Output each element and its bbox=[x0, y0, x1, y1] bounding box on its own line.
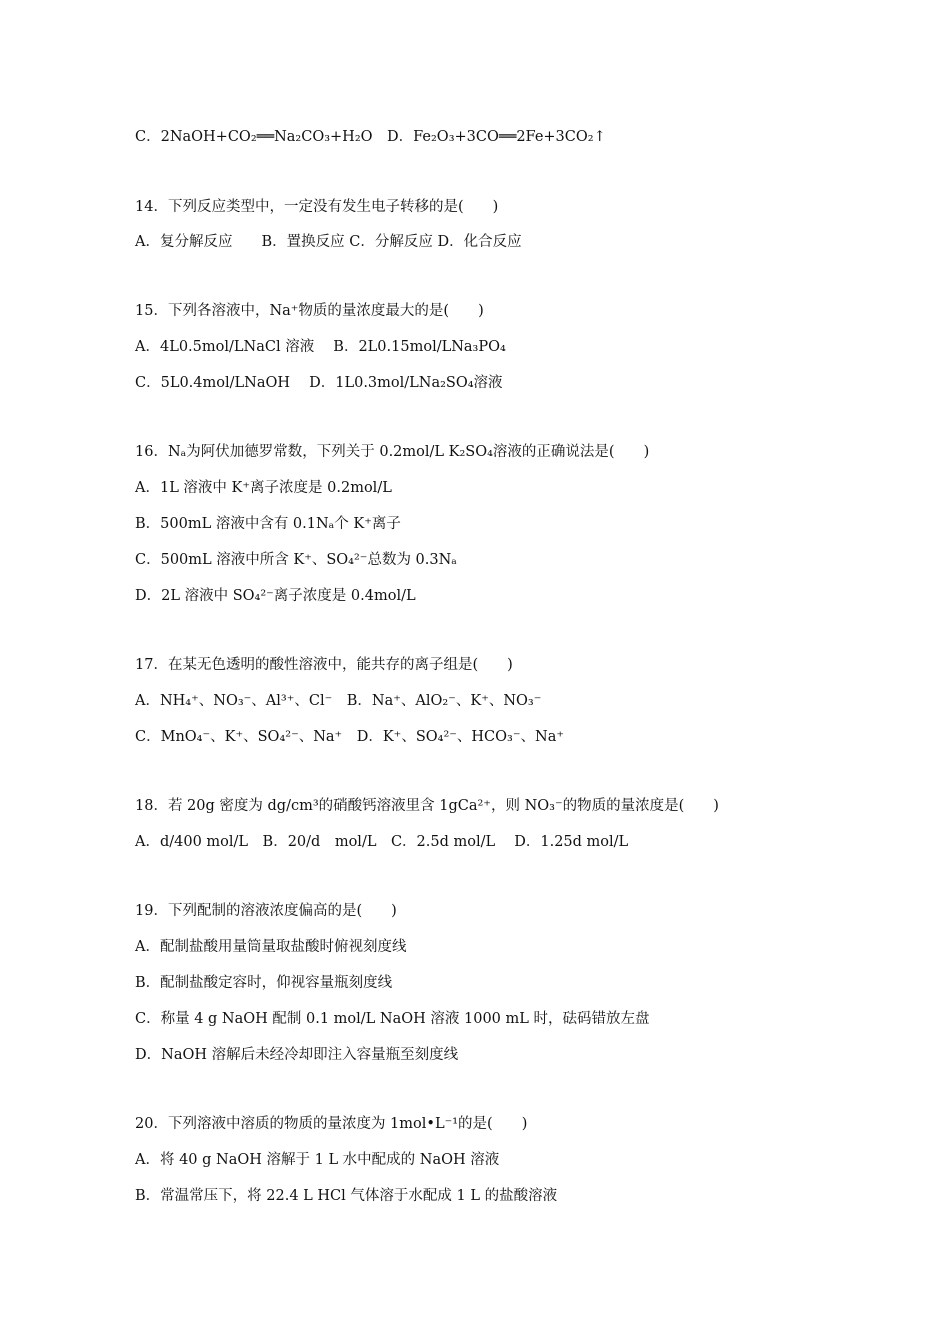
q19-question: 19．下列配制的溶液浓度偏高的是( ) bbox=[135, 903, 397, 919]
q15-options-cd: C．5L0.4mol/LNaOH D．1L0.3mol/LNa₂SO₄溶液 bbox=[135, 375, 503, 391]
q20-option-b: B．常温常压下，将 22.4 L HCl 气体溶于水配成 1 L 的盐酸溶液 bbox=[135, 1188, 558, 1204]
q16-option-a: A．1L 溶液中 K⁺离子浓度是 0.2mol/L bbox=[135, 480, 392, 496]
q15-question: 15．下列各溶液中，Na⁺物质的量浓度最大的是( ) bbox=[135, 303, 484, 319]
q19-option-c: C．称量 4 g NaOH 配制 0.1 mol/L NaOH 溶液 1000 mL 时，砝码错放左盘 bbox=[135, 1011, 650, 1027]
q18-options: A．d/400 mol/L B．20/d mol/L C．2.5d mol/L D．1.25d mol/L bbox=[135, 834, 629, 850]
q19-option-a: A．配制盐酸用量筒量取盐酸时俯视刻度线 bbox=[135, 939, 407, 955]
q17-options-ab: A．NH₄⁺、NO₃⁻、Al³⁺、Cl⁻ B．Na⁺、AlO₂⁻、K⁺、NO₃⁻ bbox=[135, 693, 542, 709]
q16-question: 16．Nₐ为阿伏加德罗常数，下列关于 0.2mol/L K₂SO₄溶液的正确说法是( ) bbox=[135, 444, 650, 460]
q19-option-d: D．NaOH 溶解后未经冷却即注入容量瓶至刻度线 bbox=[135, 1047, 459, 1063]
q16-option-b: B．500mL 溶液中含有 0.1Nₐ个 K⁺离子 bbox=[135, 516, 401, 532]
q17-options-cd: C．MnO₄⁻、K⁺、SO₄²⁻、Na⁺ D．K⁺、SO₄²⁻、HCO₃⁻、Na⁺ bbox=[135, 729, 564, 745]
q16-option-d: D．2L 溶液中 SO₄²⁻离子浓度是 0.4mol/L bbox=[135, 588, 416, 604]
q18-question: 18．若 20g 密度为 dg/cm³的硝酸钙溶液里含 1gCa²⁺，则 NO₃⁻的物质的量浓度是( ) bbox=[135, 798, 719, 814]
q19-option-b: B．配制盐酸定容时，仰视容量瓶刻度线 bbox=[135, 975, 393, 991]
q14-question: 14．下列反应类型中，一定没有发生电子转移的是( ) bbox=[135, 199, 499, 215]
q15-options-ab: A．4L0.5mol/LNaCl 溶液 B．2L0.15mol/LNa₃PO₄ bbox=[135, 339, 506, 355]
q14-options: A．复分解反应 B．置换反应 C．分解反应 D．化合反应 bbox=[135, 234, 522, 250]
q16-option-c: C．500mL 溶液中所含 K⁺、SO₄²⁻总数为 0.3Nₐ bbox=[135, 552, 457, 568]
q17-question: 17．在某无色透明的酸性溶液中，能共存的离子组是( ) bbox=[135, 657, 513, 673]
q13-options-cd: C．2NaOH+CO₂══Na₂CO₃+H₂O D．Fe₂O₃+3CO══2Fe+3CO₂↑ bbox=[135, 129, 606, 145]
q20-question: 20．下列溶液中溶质的物质的量浓度为 1mol•L⁻¹的是( ) bbox=[135, 1116, 528, 1132]
q20-option-a: A．将 40 g NaOH 溶解于 1 L 水中配成的 NaOH 溶液 bbox=[135, 1152, 500, 1168]
